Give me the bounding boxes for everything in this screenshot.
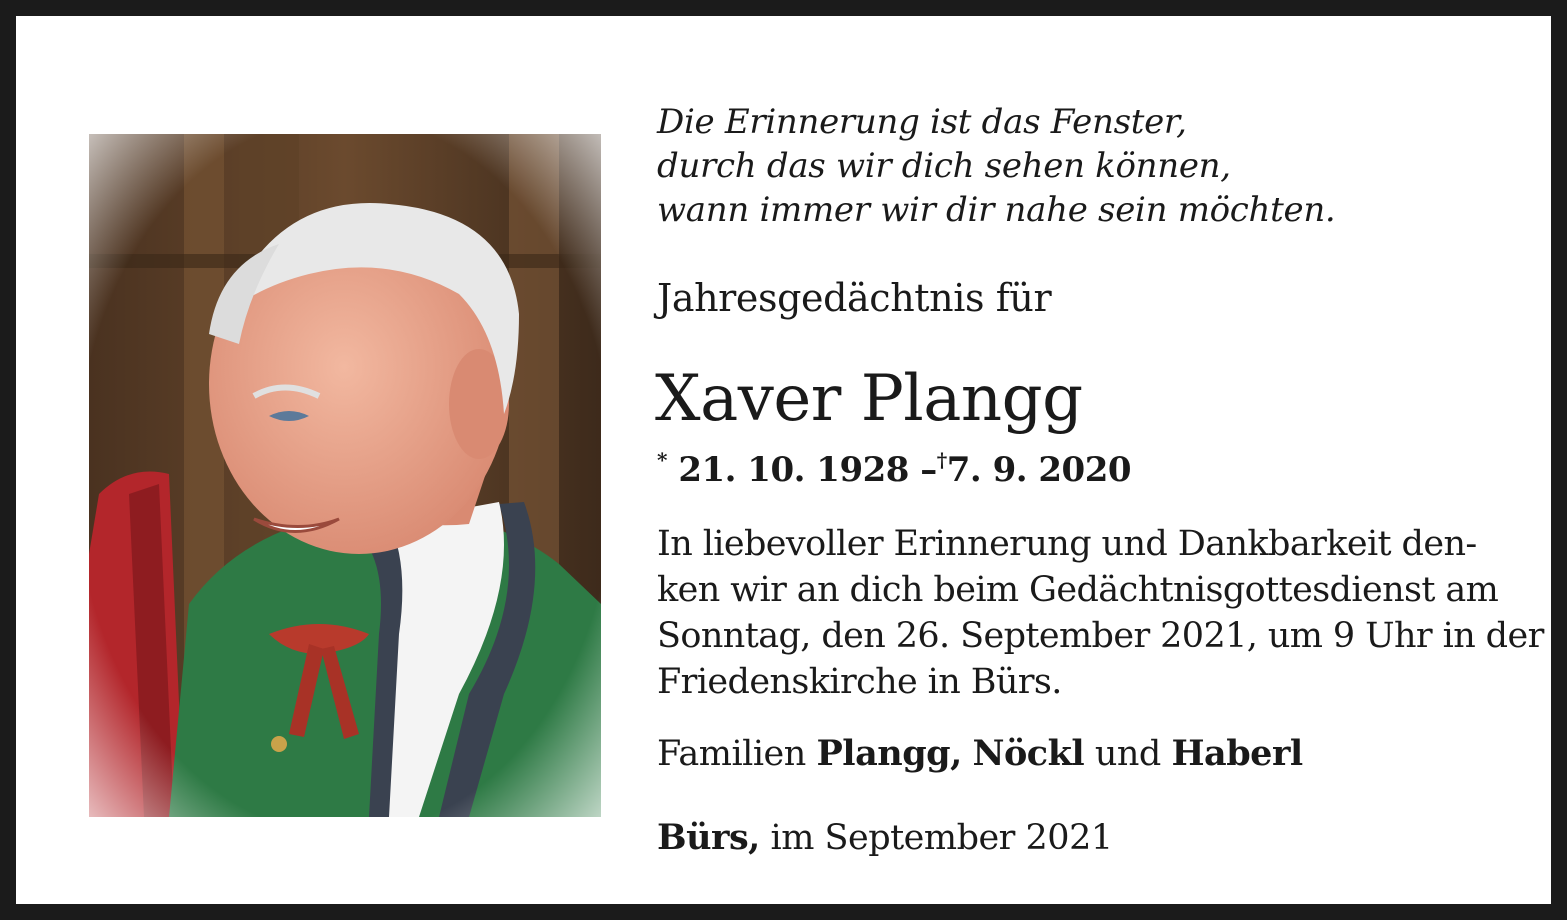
date-separator: –: [920, 450, 937, 490]
death-symbol: †: [936, 448, 947, 472]
family-conjunction: und: [1094, 734, 1161, 774]
message-line: In liebevoller Erinnerung und Dankbarkeit den-: [657, 524, 1477, 564]
family-name: Haberl: [1171, 733, 1303, 774]
portrait-photo: [89, 134, 601, 817]
place-date: [657, 815, 1113, 861]
memorial-message: [657, 521, 1544, 705]
place-town: Bürs,: [657, 817, 760, 858]
birth-symbol: *: [657, 448, 667, 472]
message-line: ken wir an dich beim Gedächtnisgottesdienst am: [657, 570, 1499, 610]
motto-line: wann immer wir dir nahe sein möchten.: [657, 190, 1336, 230]
motto-quote: [657, 100, 1537, 232]
family-signature: [657, 731, 1303, 777]
deceased-name: Xaver Plangg: [655, 362, 1083, 436]
birth-date: 21. 10. 1928: [678, 450, 909, 490]
occasion-heading: Jahresgedächtnis für: [657, 276, 1052, 320]
place-month: im September 2021: [770, 818, 1113, 858]
motto-line: durch das wir dich sehen können,: [657, 146, 1231, 186]
motto-line: Die Erinnerung ist das Fenster,: [657, 102, 1187, 142]
life-dates: [657, 436, 1131, 494]
family-name: Plangg,: [816, 733, 962, 774]
death-date: 7. 9. 2020: [946, 450, 1132, 490]
family-prefix: Familien: [657, 734, 806, 774]
message-line: Friedenskirche in Bürs.: [657, 662, 1062, 702]
message-line: Sonntag, den 26. September 2021, um 9 Uhr in der: [657, 616, 1544, 656]
family-name: Nöckl: [972, 733, 1085, 774]
